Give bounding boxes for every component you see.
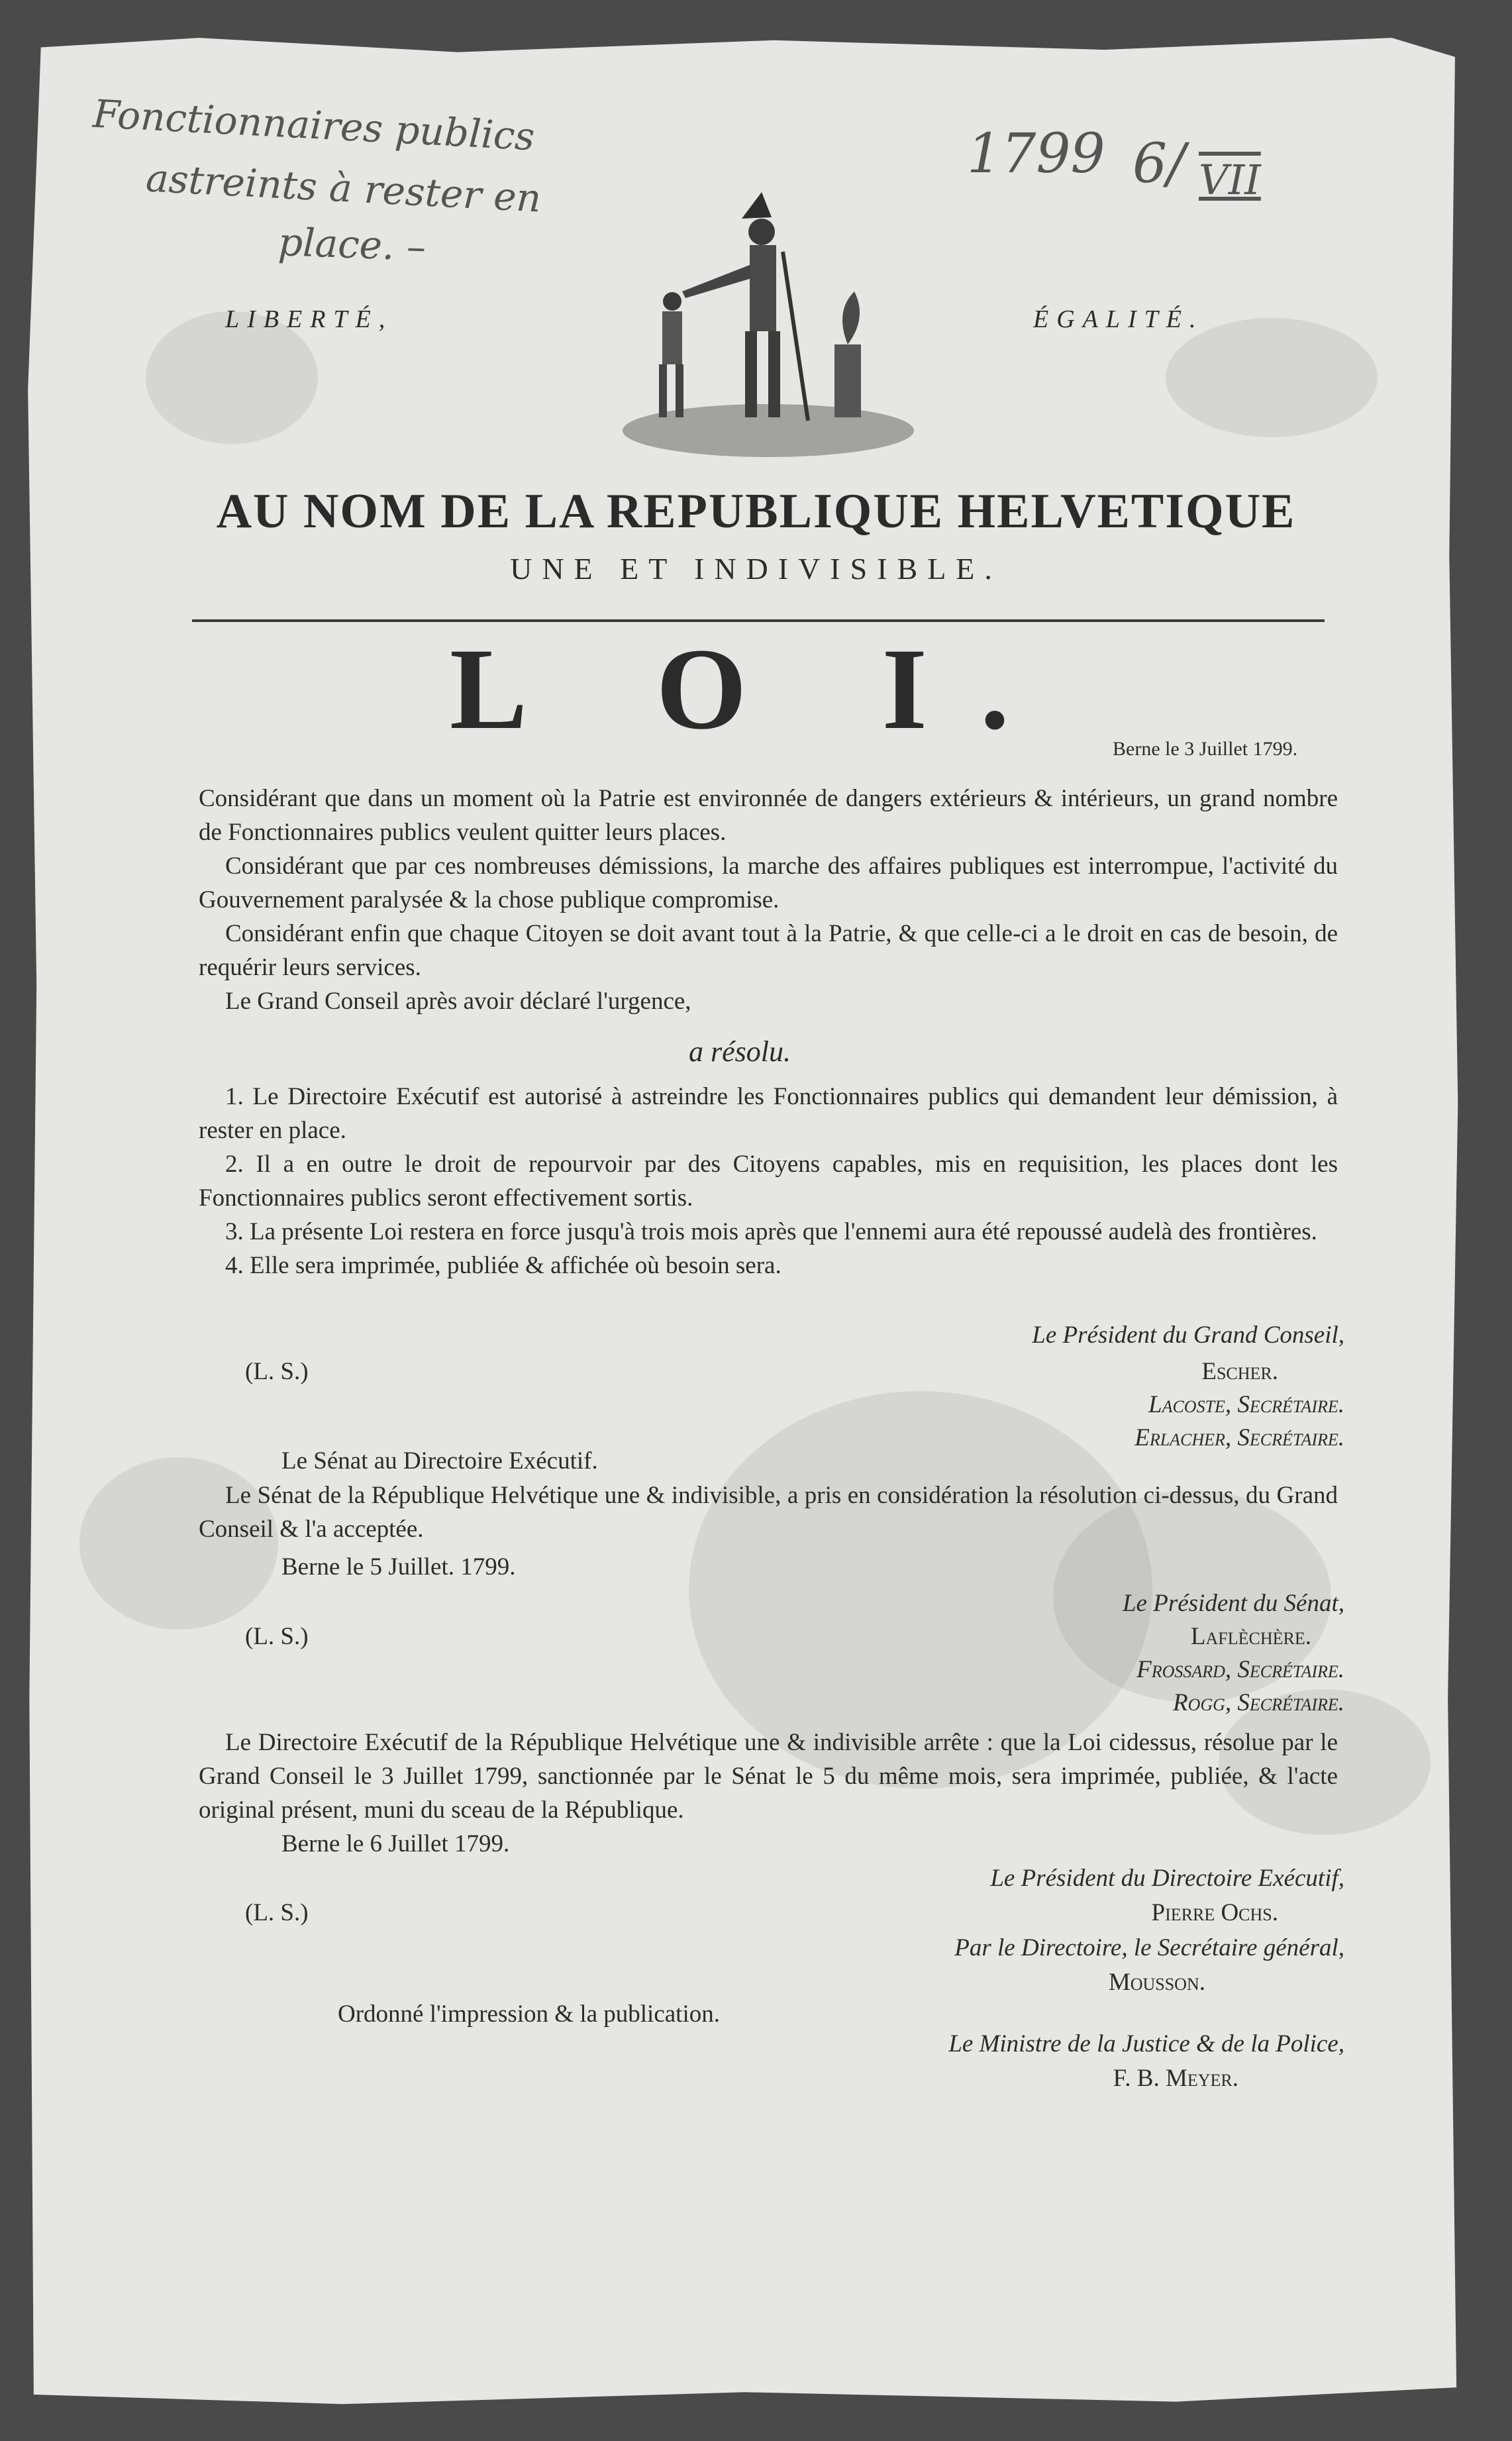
- secretary-general-name: Mousson.: [1108, 1969, 1205, 1996]
- resolu: a résolu.: [689, 1035, 791, 1068]
- article-2: 2. Il a en outre le droit de repourvoir par des Citoyens capables, mis en requisition, les places dont les Fonctionnaires publics seront effectivement sortis.: [199, 1151, 1338, 1212]
- senat-text: Le Sénat de la République Helvétique une & indivisible, a pris en considération la résolution ci-dessus, du Grand Conseil & l'a acceptée.: [199, 1482, 1338, 1543]
- article-1: 1. Le Directoire Exécutif est autorisé à astreindre les Fonctionnaires publics qui demandent leur démission, à rester en place.: [199, 1083, 1338, 1144]
- handwritten-note-line1: Fonctionnaires publics: [91, 91, 536, 160]
- senat-heading: Le Sénat au Directoire Exécutif.: [281, 1447, 598, 1475]
- seal-ls-2: (L. S.): [245, 1623, 309, 1650]
- seal-ls-1: (L. S.): [245, 1358, 309, 1385]
- minister-name: F. B. Meyer.: [1113, 2065, 1238, 2092]
- directoire-date: Berne le 6 Juillet 1799.: [281, 1830, 510, 1857]
- senat-role: Le Président du Sénat,: [1122, 1590, 1344, 1617]
- sig1-role: Le Président du Grand Conseil,: [1032, 1322, 1344, 1349]
- article-3: 3. La présente Loi restera en force jusqu'à trois mois après que l'ennemi aura été repoussé audelà des frontières.: [225, 1218, 1317, 1245]
- directoire-name: Pierre Ochs.: [1151, 1899, 1278, 1926]
- senat-name: Laflèchère.: [1190, 1623, 1311, 1650]
- archive-ref-number: 6/: [1133, 132, 1185, 195]
- stain: [1166, 318, 1378, 437]
- dateline: Berne le 3 Juillet 1799.: [1113, 738, 1298, 760]
- articles: [199, 1080, 1338, 1282]
- directoire-text: Le Directoire Exécutif de la République Helvétique une & indivisible arrête : que la Loi cidessus, résolue par le Grand Conseil le 3 Juillet 1799, sanctionnée par le Sénat le 5 du même mois, sera imprimée, publiée, & l'acte original présent, muni du sceau de la République.: [199, 1729, 1338, 1824]
- motto-liberte: LIBERTÉ,: [225, 305, 393, 333]
- secretary-general-role: Par le Directoire, le Secrétaire général,: [954, 1934, 1344, 1961]
- urgence: Le Grand Conseil après avoir déclaré l'urgence,: [225, 988, 691, 1015]
- minister-role: Le Ministre de la Justice & de la Police,: [948, 2030, 1344, 2057]
- handwritten-note-line3: place. –: [277, 219, 427, 270]
- considerant-1: Considérant que dans un moment où la Patrie est environnée de dangers extérieurs & intérieurs, un grand nombre de Fonctionnaires publics veulent quitter leurs places.: [199, 785, 1338, 846]
- preamble: [199, 782, 1338, 1018]
- senat-secretary-2: Rogg, Secrétaire.: [1172, 1689, 1344, 1716]
- page-title: AU NOM DE LA REPUBLIQUE HELVETIQUE: [216, 484, 1296, 539]
- page-subtitle: UNE ET INDIVISIBLE.: [510, 552, 1002, 586]
- helvetic-vignette-icon: [609, 192, 927, 470]
- seal-ls-3: (L. S.): [245, 1899, 309, 1926]
- sig1-secretary-1: Lacoste, Secrétaire.: [1148, 1391, 1344, 1418]
- archive-ref-year: 1799: [967, 123, 1105, 185]
- considerant-2: Considérant que par ces nombreuses démissions, la marche des affaires publiques est interrompue, l'activité du Gouvernement paralysée & la chose publique compromise.: [199, 853, 1338, 913]
- considerant-3: Considérant enfin que chaque Citoyen se doit avant tout à la Patrie, & que celle-ci a le droit en cas de besoin, de requérir leurs services.: [199, 920, 1338, 981]
- sig1-secretary-2: Erlacher, Secrétaire.: [1134, 1424, 1344, 1451]
- sig1-name: Escher.: [1201, 1358, 1278, 1385]
- directoire-role: Le Président du Directoire Exécutif,: [990, 1865, 1344, 1892]
- senat-date: Berne le 5 Juillet. 1799.: [281, 1553, 516, 1581]
- senat-secretary-1: Frossard, Secrétaire.: [1136, 1656, 1344, 1683]
- loi-heading: L O I.: [449, 625, 1063, 754]
- motto-egalite: ÉGALITÉ.: [1033, 305, 1204, 333]
- ordonne-line: Ordonné l'impression & la publication.: [338, 2000, 720, 2028]
- article-4: 4. Elle sera imprimée, publiée & affichée où besoin sera.: [225, 1252, 781, 1279]
- divider: [192, 619, 1325, 622]
- handwritten-note-line2: astreints à rester en: [144, 155, 542, 221]
- archive-ref-roman: VII: [1199, 156, 1261, 204]
